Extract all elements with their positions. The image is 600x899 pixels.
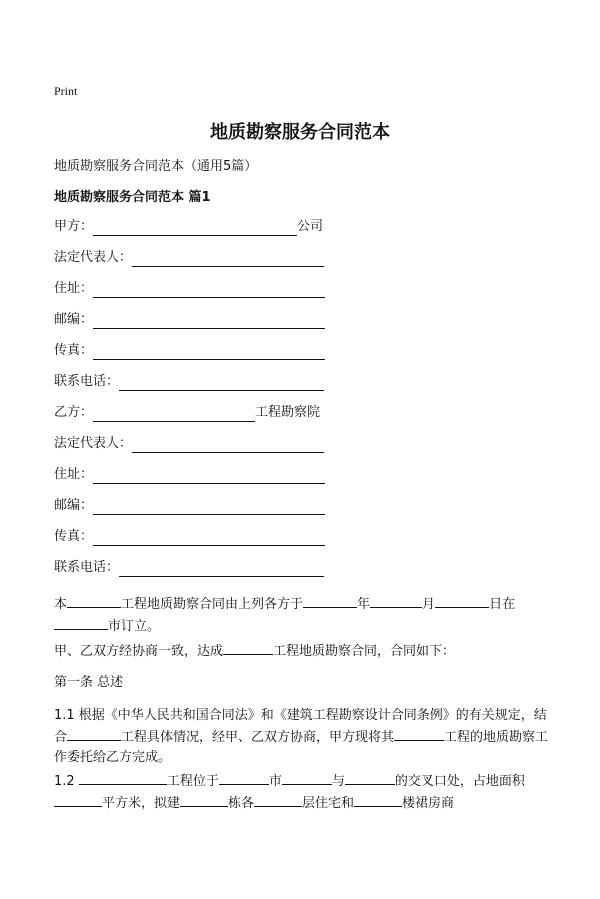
party-b-postcode-row <box>54 497 325 515</box>
para4-text-a: 1.2 <box>54 774 75 789</box>
party-a-fax-row <box>54 342 325 360</box>
para1-blank-city <box>54 615 108 630</box>
party-b-address-label: 住址： <box>54 467 94 482</box>
party-a-postcode-row <box>54 311 325 329</box>
para2-text-a: 甲、乙双方经协商一致，达成 <box>54 644 224 659</box>
para4-blank-buildings <box>180 792 228 807</box>
party-b-fax-row <box>54 528 325 546</box>
party-b-address-blank <box>93 469 325 484</box>
party-b-label: 乙方： <box>54 405 94 420</box>
print-label[interactable]: Print <box>54 84 78 98</box>
party-b-rep-row <box>54 435 324 453</box>
party-a-name-blank <box>93 221 297 236</box>
party-b-rep-blank <box>132 438 324 453</box>
party-b-postcode-label: 邮编： <box>54 498 94 513</box>
para1-text-f: 在 <box>502 597 516 612</box>
party-a-phone-label: 联系电话： <box>54 374 120 389</box>
para4-blank-city <box>219 770 269 785</box>
party-a-address-label: 住址： <box>54 281 94 296</box>
party-a-fax-blank <box>93 345 325 360</box>
party-a-rep-row <box>54 249 324 267</box>
para4-text-f: 平方米，拟建 <box>102 796 181 811</box>
party-b-fax-label: 传真： <box>54 529 94 544</box>
party-b-suffix: 工程勘察院 <box>255 405 321 420</box>
para1-text-a: 本 <box>54 597 68 612</box>
para2-blank-project <box>223 640 273 655</box>
para2-text-b: 工程地质勘察合同，合同如下： <box>273 644 456 659</box>
para4-blank-road-1 <box>282 770 332 785</box>
party-a-fax-label: 传真： <box>54 343 94 358</box>
para4-blank-project <box>79 770 167 785</box>
paragraph-1-1 <box>54 706 554 768</box>
party-a-suffix: 公司 <box>297 219 324 234</box>
para1-blank-year <box>303 593 357 608</box>
para4-text-e: 的交叉口处，占地面积 <box>394 774 525 789</box>
party-b-rep-label: 法定代表人： <box>54 436 133 451</box>
para3-text-a: 1.1 根据《中华人民共和国合同法》和《建筑工程勘察设计合同条例》的有关规定，结合 <box>54 708 547 745</box>
para3-text-c: 工程的地质勘察工作委托给乙方完成。 <box>54 730 549 765</box>
para4-text-d: 与 <box>331 774 345 789</box>
party-b-address-row <box>54 466 325 484</box>
party-a-label: 甲方： <box>54 219 94 234</box>
page-title: 地质勘察服务合同范本 <box>210 122 390 143</box>
party-a-postcode-blank <box>93 314 325 329</box>
para1-text-c: 年 <box>357 597 371 612</box>
party-b-name-blank <box>93 407 255 422</box>
party-a-phone-blank <box>119 376 324 391</box>
document-subtitle: 地质勘察服务合同范本（通用5篇） <box>54 159 258 174</box>
para1-text-b: 工程地质勘察合同由上列各方于 <box>121 597 304 612</box>
para4-text-h: 层住宅和 <box>302 796 355 811</box>
para3-text-b: 工程具体情况，经甲、乙双方协商，甲方现将其 <box>121 730 395 745</box>
para4-text-g: 栋各 <box>228 796 255 811</box>
para4-blank-road-2 <box>345 770 395 785</box>
para4-text-c: 市 <box>268 774 282 789</box>
paragraph-consensus <box>54 640 554 662</box>
party-a-address-blank <box>93 283 325 298</box>
party-b-postcode-blank <box>93 500 325 515</box>
party-b-phone-label: 联系电话： <box>54 560 120 575</box>
party-b-phone-blank <box>119 562 324 577</box>
para1-text-g: 市订立。 <box>108 619 161 634</box>
para4-text-i: 楼裙房商 <box>402 796 455 811</box>
paragraph-1-2 <box>54 770 554 814</box>
para4-blank-area <box>54 792 102 807</box>
party-a-rep-label: 法定代表人： <box>54 250 133 265</box>
para3-blank-project-2 <box>394 726 444 741</box>
party-a-phone-row <box>54 373 324 391</box>
party-a-rep-blank <box>132 252 324 267</box>
para3-blank-project <box>67 726 121 741</box>
para1-blank-month <box>370 593 422 608</box>
party-a-address-row <box>54 280 325 298</box>
para1-text-e: 日 <box>489 597 503 612</box>
party-b-row <box>54 404 320 422</box>
para1-blank-day <box>435 593 489 608</box>
party-a-row <box>54 218 323 236</box>
para4-blank-podium <box>354 792 402 807</box>
article-heading: 第一条 总述 <box>54 675 124 690</box>
para4-blank-floors <box>254 792 302 807</box>
section-heading: 地质勘察服务合同范本 篇1 <box>54 190 211 205</box>
para1-blank-project <box>67 593 121 608</box>
party-b-fax-blank <box>93 531 325 546</box>
para1-text-d: 月 <box>422 597 436 612</box>
party-a-postcode-label: 邮编： <box>54 312 94 327</box>
paragraph-agreement-date <box>54 593 554 637</box>
para4-text-b: 工程位于 <box>166 774 219 789</box>
party-b-phone-row <box>54 559 324 577</box>
